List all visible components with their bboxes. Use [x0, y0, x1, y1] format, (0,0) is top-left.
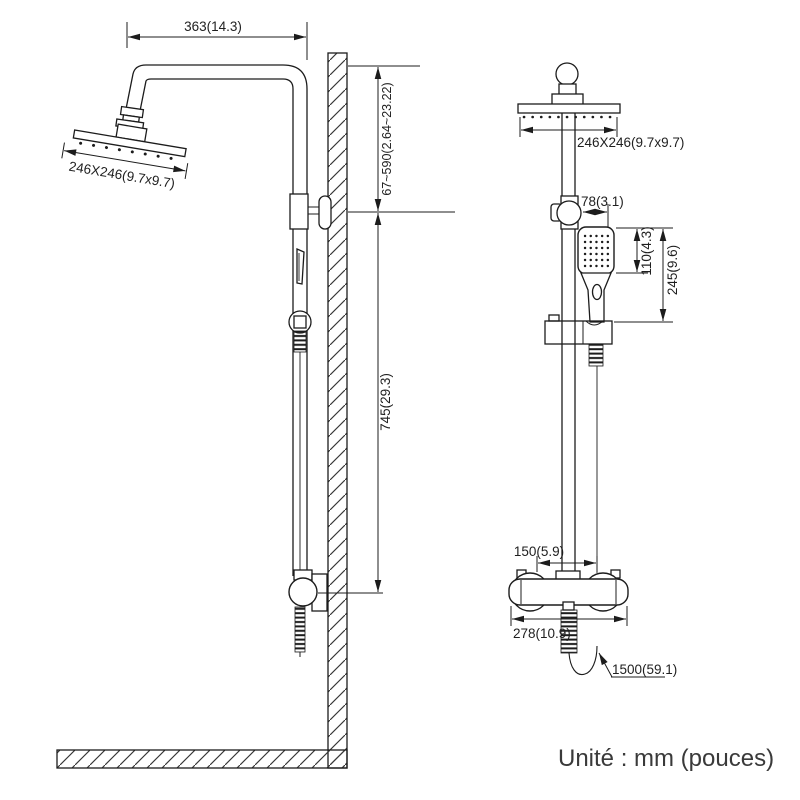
hose-holder-ring [289, 311, 311, 333]
dim-head-size-front-label: 246X246(9.7x9.7) [577, 135, 685, 150]
dim-head-drop-label: 67~590(2.64~23.22) [380, 82, 394, 196]
head-bar [518, 104, 620, 113]
shower-arm-and-riser [124, 65, 307, 576]
dim-bracket-offset [581, 194, 624, 227]
dim-spray-face-label: 110(4.3) [639, 226, 654, 276]
unit-note: Unité : mm (pouces) [558, 745, 775, 772]
ball-joint [556, 63, 578, 85]
hose-coil-lower [295, 607, 305, 652]
dim-handshower-length-label: 245(9.6) [665, 244, 680, 296]
dim-head-size-front [520, 117, 684, 150]
mixer-valve-front [509, 570, 628, 611]
rain-shower-head-side [60, 116, 193, 193]
wall-section [328, 53, 347, 768]
mixer-valve-side [289, 570, 327, 611]
dim-arm-width [127, 19, 307, 60]
side-view [57, 19, 455, 768]
hose-coil-front [589, 344, 603, 366]
floor-section [57, 750, 347, 768]
front-view [509, 63, 684, 677]
hand-shower-front [578, 227, 614, 322]
dim-arm-width-label: 363(14.3) [184, 19, 242, 34]
dim-bracket-offset-label: 78(3.1) [581, 194, 624, 209]
hand-shower-button [593, 285, 602, 300]
dim-inlet-spacing-label: 150(5.9) [513, 544, 565, 559]
hose-coil-upper [294, 331, 306, 352]
slide-knob [551, 196, 581, 229]
rain-shower-head-front [518, 63, 620, 117]
hand-shower-side [297, 249, 304, 284]
dim-head-drop [348, 66, 455, 212]
wall-slide-bracket [290, 194, 331, 229]
dim-riser-height-label: 745(29.3) [378, 373, 393, 431]
dim-head-size-side-label: 246X246(9.7x9.7) [67, 158, 177, 192]
dim-inlet-spacing [514, 544, 597, 572]
dim-valve-width-label: 278(10.9) [513, 626, 571, 641]
dim-hose-length [599, 653, 677, 677]
dim-hose-length-label: 1500(59.1) [612, 662, 678, 677]
